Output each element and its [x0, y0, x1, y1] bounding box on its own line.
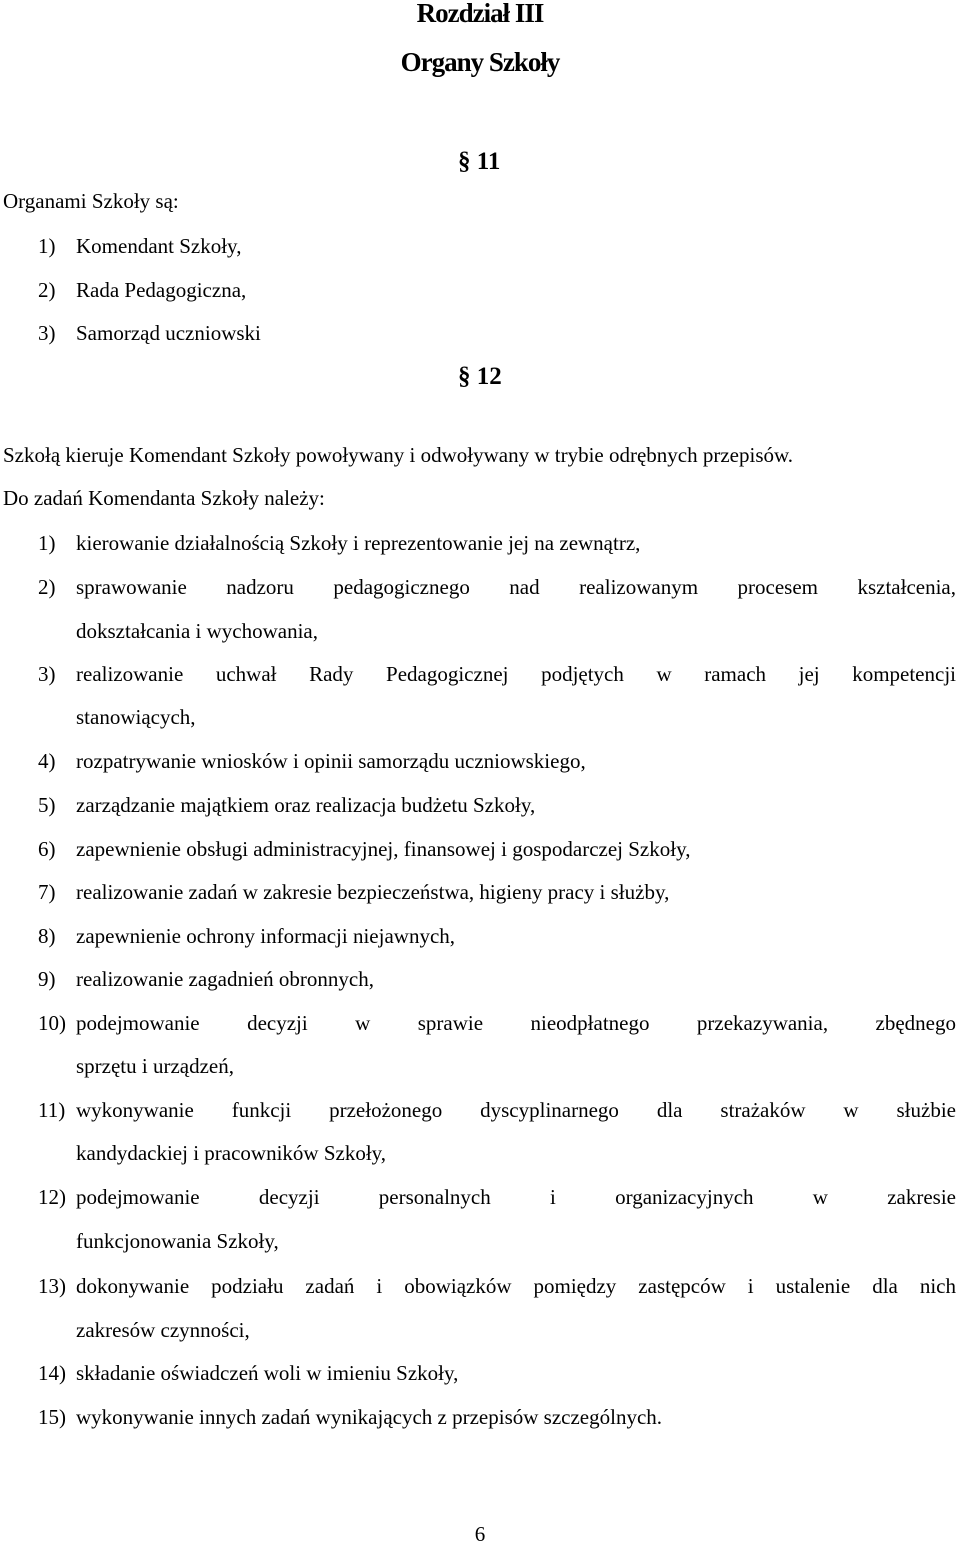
list-item-text: podejmowanie decyzji personalnych i organizacyjnych w zakresie — [76, 1185, 956, 1209]
list-item-number: 8) — [38, 924, 56, 948]
list-item-continuation: dokształcania i wychowania, — [76, 619, 318, 643]
list-item-number: 3) — [38, 321, 56, 345]
list-item-number: 1) — [38, 531, 56, 555]
list-item-continuation: stanowiących, — [76, 705, 196, 729]
list-item-number: 15) — [38, 1405, 66, 1429]
section-11-heading: § 11 — [458, 148, 501, 175]
list-item-number: 10) — [38, 1011, 66, 1035]
list-item-number: 4) — [38, 749, 56, 773]
list-item-continuation: funkcjonowania Szkoły, — [76, 1229, 279, 1253]
chapter-number: Rozdział III — [416, 0, 544, 28]
list-item-continuation: zakresów czynności, — [76, 1318, 250, 1342]
list-item-number: 12) — [38, 1185, 66, 1209]
section-12-heading: § 12 — [458, 363, 502, 390]
list-item-text: wykonywanie innych zadań wynikających z przepisów szczególnych. — [76, 1405, 663, 1429]
list-item-number: 3) — [38, 662, 56, 686]
list-item-text: rozpatrywanie wniosków i opinii samorządu uczniowskiego, — [76, 749, 586, 773]
list-item-text: kierowanie działalnością Szkoły i reprezentowanie jej na zewnątrz, — [76, 531, 641, 555]
list-item-text: Rada Pedagogiczna, — [76, 278, 247, 302]
section-12-intro: Do zadań Komendanta Szkoły należy: — [3, 486, 325, 510]
list-item-text: sprawowanie nadzoru pedagogicznego nad realizowanym procesem kształcenia, — [76, 575, 956, 599]
list-item-text: Komendant Szkoły, — [76, 234, 242, 258]
list-item-text: wykonywanie funkcji przełożonego dyscyplinarnego dla strażaków w służbie — [76, 1098, 956, 1122]
list-item-text: zapewnienie obsługi administracyjnej, finansowej i gospodarczej Szkoły, — [76, 837, 691, 861]
chapter-title: Organy Szkoły — [400, 47, 560, 77]
list-item-text: składanie oświadczeń woli w imieniu Szkoły, — [76, 1361, 459, 1385]
list-item-text: zapewnienie ochrony informacji niejawnych, — [76, 924, 456, 948]
list-item-number: 2) — [38, 278, 56, 302]
list-item-continuation: kandydackiej i pracowników Szkoły, — [76, 1141, 387, 1165]
list-item-number: 6) — [38, 837, 56, 861]
page-number: 6 — [474, 1522, 486, 1546]
list-item-text: realizowanie uchwał Rady Pedagogicznej podjętych w ramach jej kompetencji — [76, 662, 956, 686]
section-12-sentence: Szkołą kieruje Komendant Szkoły powoływany i odwoływany w trybie odrębnych przepisów. — [3, 443, 794, 467]
list-item-number: 1) — [38, 234, 56, 258]
list-item-text: Samorząd uczniowski — [76, 321, 261, 345]
list-item-text: realizowanie zagadnień obronnych, — [76, 967, 374, 991]
list-item-number: 5) — [38, 793, 56, 817]
list-item-number: 14) — [38, 1361, 66, 1385]
list-item-continuation: sprzętu i urządzeń, — [76, 1054, 235, 1078]
list-item-text: dokonywanie podziału zadań i obowiązków pomiędzy zastępców i ustalenie dla nich — [76, 1274, 956, 1298]
list-item-text: zarządzanie majątkiem oraz realizacja budżetu Szkoły, — [76, 793, 536, 817]
list-item-text: podejmowanie decyzji w sprawie nieodpłatnego przekazywania, zbędnego — [76, 1011, 956, 1035]
list-item-number: 2) — [38, 575, 56, 599]
section-11-intro: Organami Szkoły są: — [3, 189, 179, 213]
list-item-text: realizowanie zadań w zakresie bezpieczeństwa, higieny pracy i służby, — [76, 880, 670, 904]
list-item-number: 9) — [38, 967, 56, 991]
list-item-number: 11) — [38, 1098, 66, 1122]
list-item-number: 13) — [38, 1274, 66, 1298]
list-item-number: 7) — [38, 880, 56, 904]
